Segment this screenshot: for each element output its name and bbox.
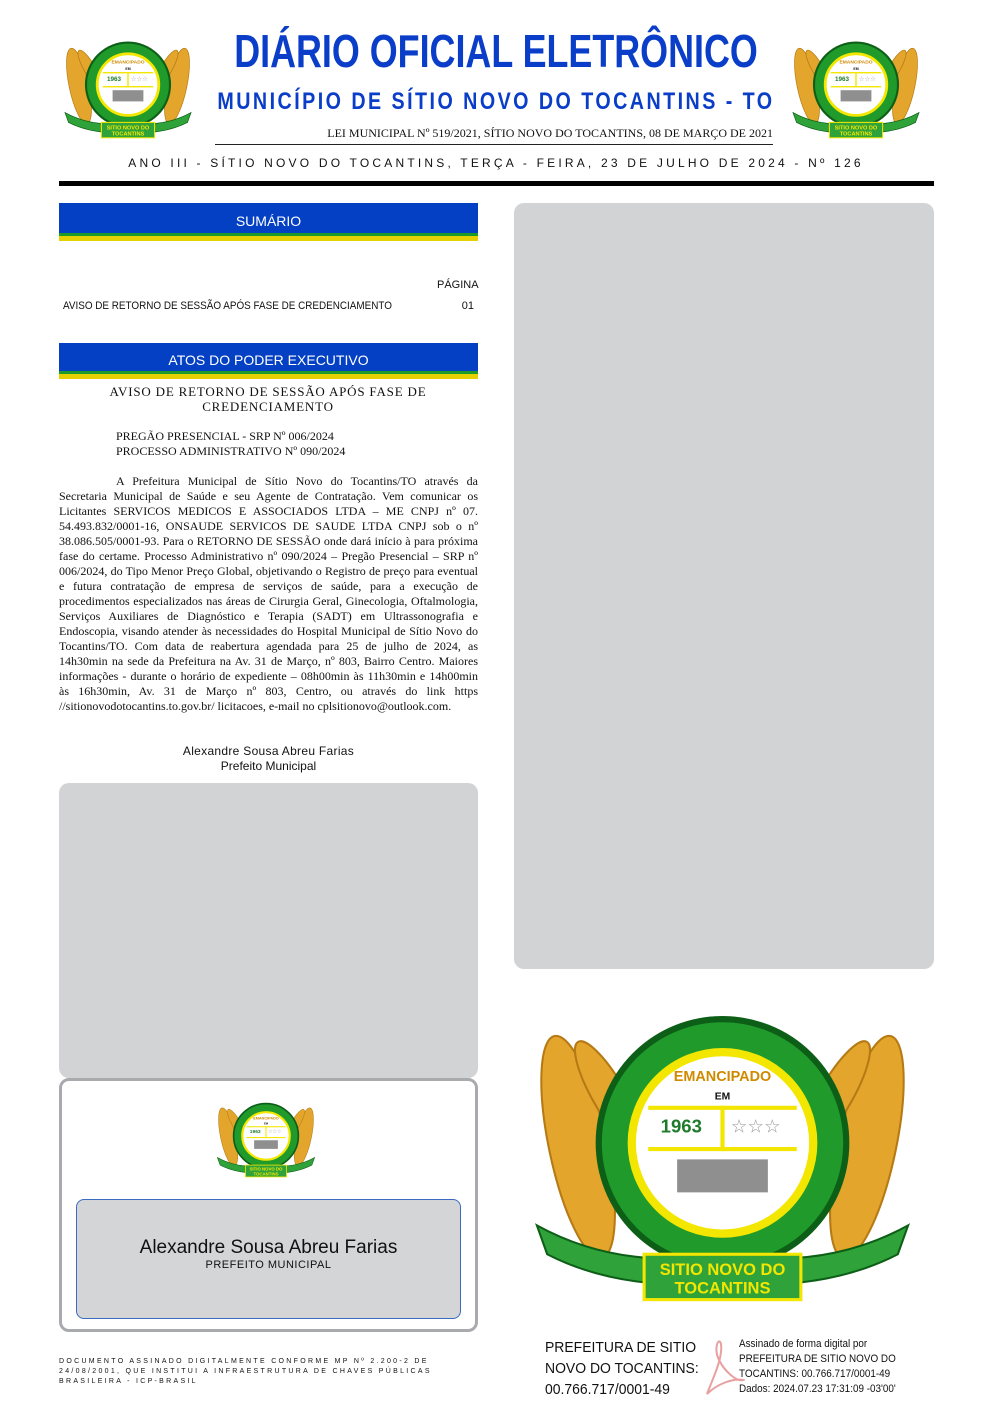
digital-signature-info — [739, 1337, 896, 1397]
law-reference: LEI MUNICIPAL Nº 519/2021, SÍTIO NOVO DO TOCANTINS, 08 DE MARÇO DE 2021 — [215, 126, 773, 145]
certificate-holder — [545, 1337, 699, 1400]
municipality-subtitle: MUNICÍPIO DE SÍTIO NOVO DO TOCANTINS - TO — [217, 88, 775, 115]
summary-item[interactable] — [63, 300, 476, 312]
edition-line: ANO III - SÍTIO NOVO DO TOCANTINS, TERÇA - FEIRA, 23 DE JULHO DE 2024 - Nº 126 — [128, 156, 864, 170]
notice-processo: PROCESSO ADMINISTRATIVO Nº 090/2024 — [116, 444, 346, 458]
sig-line: Assinado de forma digital por — [739, 1338, 868, 1350]
notice-signer-role: Prefeito Municipal — [220, 759, 317, 773]
blank-panel-right — [514, 203, 934, 969]
summary-item-title: AVISO DE RETORNO DE SESSÃO APÓS FASE DE CREDENCIAMENTO — [63, 300, 392, 312]
notice-title: AVISO DE RETORNO DE SESSÃO APÓS FASE DE CREDENCIAMENTO — [109, 384, 427, 414]
signature-name: Alexandre Sousa Abreu Farias — [139, 1237, 398, 1258]
large-emblem — [515, 982, 930, 1312]
notice-signer: Alexandre Sousa Abreu Farias — [182, 744, 355, 758]
signature-emblem — [212, 1093, 320, 1181]
header-divider — [59, 181, 934, 186]
section-heading: ATOS DO PODER EXECUTIVO — [59, 343, 478, 379]
signature-role: PREFEITO MUNICIPAL — [205, 1259, 332, 1271]
cert-line: PREFEITURA DE SITIO — [545, 1339, 697, 1356]
blank-panel-left — [59, 783, 478, 1078]
cert-line: 00.766.717/0001-49 — [545, 1381, 670, 1398]
legal-footer: DOCUMENTO ASSINADO DIGITALMENTE CONFORME MP Nº 2.200-2 DE 24/08/2001, QUE INSTITUI A INFRAESTRUTURA DE CHAVES PÚBLICAS BRASILEIRA - ICP-BRASIL — [59, 1358, 432, 1385]
sig-line: TOCANTINS: 00.766.717/0001-49 — [739, 1368, 891, 1380]
publication-title: DIÁRIO OFICIAL ELETRÔNICO — [234, 25, 758, 77]
signature-inner-box — [76, 1199, 461, 1319]
notice-pregao: PREGÃO PRESENCIAL - SRP Nº 006/2024 — [116, 429, 334, 443]
summary-item-page: 01 — [461, 300, 474, 312]
cert-line: NOVO DO TOCANTINS: — [545, 1360, 699, 1377]
summary-heading: SUMÁRIO — [59, 203, 478, 241]
summary-page-label: PÁGINA — [437, 279, 479, 291]
notice-body: A Prefeitura Municipal de Sítio Novo do Tocantins/TO através da Secretaria Municipal de Saúde e seu Agente de Contratação. Vem comunicar os Licitantes SERVICOS MEDICOS E ASSOCIADOS LTDA – ME CNPJ nº 07. 54.493.832/0001-16, ONSAUDE SERVICOS DE SAUDE LTDA CNPJ sob o nº 38.086.505/0001-93. Para o RETORNO DE SESSÃO onde dará início à para próxima fase do certame. Processo Administrativo nº 090/2024 – Pregão Presencial – SRP nº 006/2024, do Tipo Menor Preço Global, objetivando o Registro de preço para eventual e futura contratação de empresa de serviços de saúde, para a execução de procedimentos especializados nas áreas de Cirurgia Geral, Ginecologia, Oftalmologia, Serviços Auxiliares de Diagnóstico e Terapia (SADT) em Ultrassonografia e Endoscopia, visando atender às necessidades do Hospital Municipal de Sítio Novo do Tocantins/TO. Com data de reabertura agendada para 25 de julho de 2024, as 14h30min na sede da Prefeitura na Av. 31 de Março, nº 803, Bairro Centro. Maiores informações - durante o horário de expediente – 08h00min às 11h30min e 14h00min às 16h30min, Av. 31 de Março nº 803, Centro, ou através do link https //sitionovodotocantins.to.gov.br/ licitacoes, e-mail no cplsitionovo@outlook.com. — [59, 474, 478, 713]
sig-line: PREFEITURA DE SITIO NOVO DO — [739, 1353, 896, 1365]
sig-line: Dados: 2024.07.23 17:31:09 -03'00' — [739, 1383, 896, 1395]
